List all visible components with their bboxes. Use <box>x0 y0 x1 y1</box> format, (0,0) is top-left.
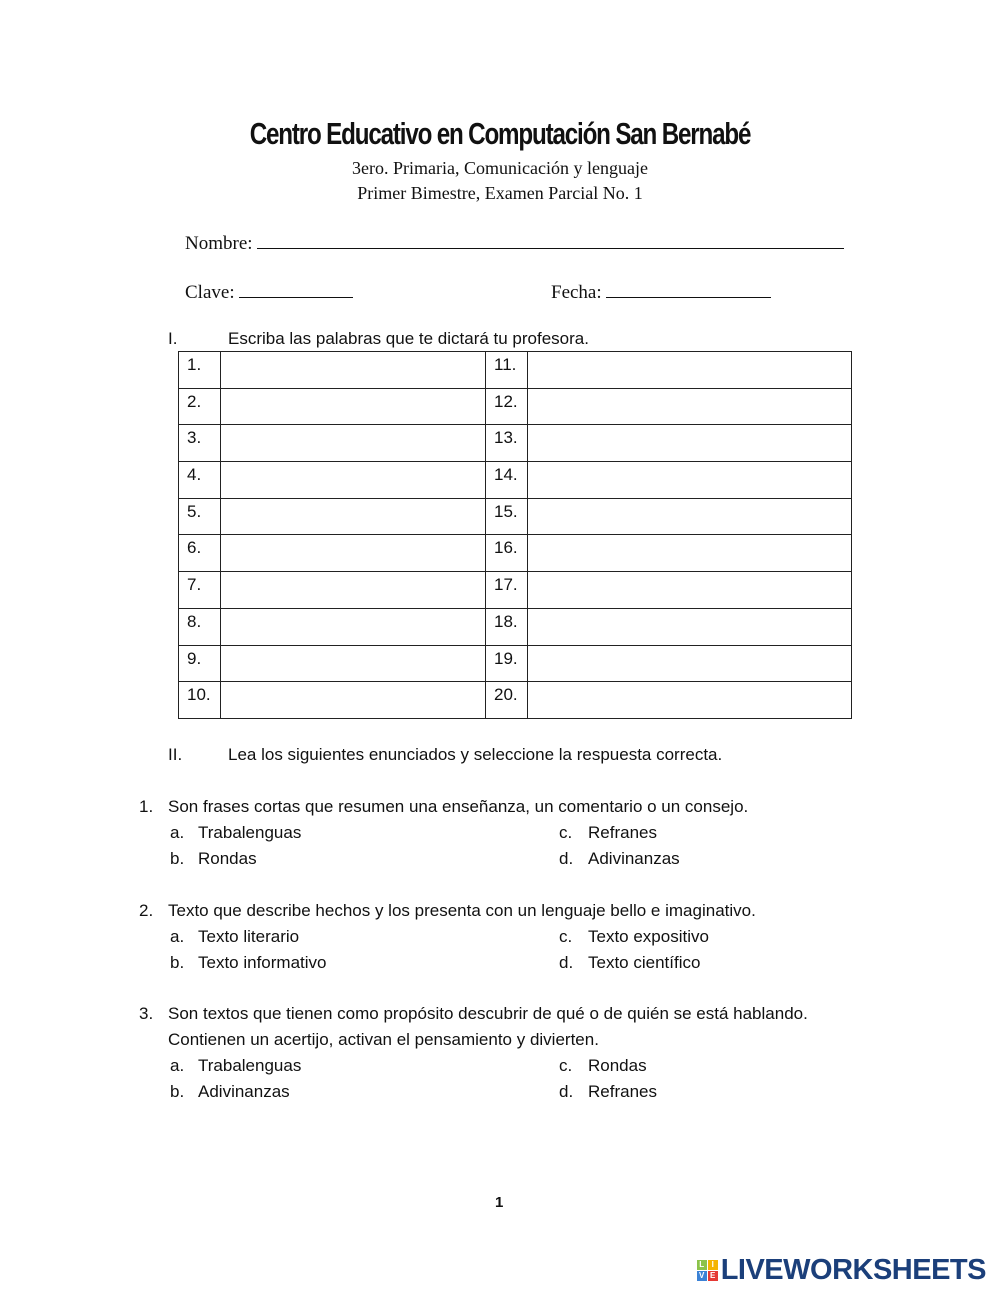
row-number: 12. <box>486 388 528 425</box>
option-text[interactable]: Trabalenguas <box>198 1056 302 1075</box>
option-letter[interactable]: c. <box>559 823 573 842</box>
answer-cell[interactable] <box>528 535 852 572</box>
answer-cell[interactable] <box>221 572 486 609</box>
answer-cell[interactable] <box>221 352 486 389</box>
dictation-table <box>178 351 852 719</box>
row-number: 13. <box>486 425 528 462</box>
row-number: 8. <box>179 608 221 645</box>
option-letter[interactable]: b. <box>170 1082 185 1101</box>
fecha-label: Fecha: <box>551 282 602 303</box>
table-row <box>179 498 852 535</box>
answer-cell[interactable] <box>221 388 486 425</box>
logo-tiles-icon <box>697 1260 718 1281</box>
table-row <box>179 682 852 719</box>
answer-cell[interactable] <box>528 462 852 499</box>
nombre-field[interactable] <box>185 230 844 255</box>
answer-cell[interactable] <box>528 498 852 535</box>
answer-cell[interactable] <box>528 645 852 682</box>
table-row <box>179 352 852 389</box>
liveworksheets-logo <box>697 1254 986 1287</box>
answer-cell[interactable] <box>221 425 486 462</box>
school-title: Centro Educativo en Computación San Bernabé <box>249 116 751 151</box>
section1-numeral: I. <box>168 329 178 348</box>
logo-tile: E <box>708 1271 718 1281</box>
row-number: 17. <box>486 572 528 609</box>
subtitle-grade: 3ero. Primaria, Comunicación y lenguaje <box>352 158 648 178</box>
table-row <box>179 535 852 572</box>
option-letter[interactable]: d. <box>559 1082 574 1101</box>
question-text: Texto que describe hechos y los presenta con un lenguaje bello e imaginativo. <box>168 901 756 920</box>
option-text[interactable]: Texto literario <box>198 927 300 946</box>
row-number: 5. <box>179 498 221 535</box>
row-number: 16. <box>486 535 528 572</box>
option-letter[interactable]: d. <box>559 849 574 868</box>
clave-label: Clave: <box>185 282 235 303</box>
clave-line[interactable] <box>239 279 353 298</box>
logo-text: LIVEWORKSHEETS <box>720 1254 986 1286</box>
option-letter[interactable]: a. <box>170 823 185 842</box>
page-number: 1 <box>495 1194 504 1211</box>
option-text[interactable]: Refranes <box>588 1082 657 1101</box>
answer-cell[interactable] <box>221 682 486 719</box>
row-number: 11. <box>486 352 528 389</box>
question-text: Contienen un acertijo, activan el pensamiento y divierten. <box>168 1030 599 1049</box>
table-row <box>179 388 852 425</box>
row-number: 1. <box>179 352 221 389</box>
option-text[interactable]: Adivinanzas <box>588 849 680 868</box>
option-text[interactable]: Texto expositivo <box>588 927 709 946</box>
option-text[interactable]: Rondas <box>588 1056 647 1075</box>
table-row <box>179 462 852 499</box>
option-text[interactable]: Texto científico <box>588 953 701 972</box>
option-letter[interactable]: c. <box>559 1056 573 1075</box>
fecha-field[interactable] <box>551 279 771 304</box>
row-number: 3. <box>179 425 221 462</box>
option-text[interactable]: Refranes <box>588 823 657 842</box>
section2-numeral: II. <box>168 745 183 764</box>
row-number: 9. <box>179 645 221 682</box>
row-number: 19. <box>486 645 528 682</box>
row-number: 14. <box>486 462 528 499</box>
answer-cell[interactable] <box>528 388 852 425</box>
row-number: 2. <box>179 388 221 425</box>
logo-tile: V <box>697 1271 707 1281</box>
option-letter[interactable]: b. <box>170 849 185 868</box>
option-text[interactable]: Trabalenguas <box>198 823 302 842</box>
nombre-label: Nombre: <box>185 233 253 254</box>
nombre-line[interactable] <box>257 230 844 249</box>
fecha-line[interactable] <box>606 279 771 298</box>
logo-tile: I <box>708 1260 718 1270</box>
answer-cell[interactable] <box>221 608 486 645</box>
table-row <box>179 645 852 682</box>
clave-field[interactable] <box>185 279 353 304</box>
answer-cell[interactable] <box>528 682 852 719</box>
section2-instruction: Lea los siguientes enunciados y seleccione la respuesta correcta. <box>228 745 723 764</box>
option-letter[interactable]: d. <box>559 953 574 972</box>
option-letter[interactable]: a. <box>170 1056 185 1075</box>
row-number: 6. <box>179 535 221 572</box>
row-number: 10. <box>179 682 221 719</box>
question-text: Son textos que tienen como propósito descubrir de qué o de quién se está hablando. <box>168 1004 808 1023</box>
question-number: 1. <box>139 797 154 816</box>
row-number: 18. <box>486 608 528 645</box>
table-row <box>179 608 852 645</box>
answer-cell[interactable] <box>221 462 486 499</box>
table-row <box>179 425 852 462</box>
row-number: 4. <box>179 462 221 499</box>
row-number: 15. <box>486 498 528 535</box>
answer-cell[interactable] <box>221 645 486 682</box>
question-number: 3. <box>139 1004 154 1023</box>
question-number: 2. <box>139 901 154 920</box>
answer-cell[interactable] <box>528 608 852 645</box>
answer-cell[interactable] <box>221 535 486 572</box>
option-letter[interactable]: c. <box>559 927 573 946</box>
row-number: 20. <box>486 682 528 719</box>
logo-tile: L <box>697 1260 707 1270</box>
option-text[interactable]: Adivinanzas <box>198 1082 290 1101</box>
option-text[interactable]: Texto informativo <box>198 953 327 972</box>
subtitle-exam: Primer Bimestre, Examen Parcial No. 1 <box>357 183 643 203</box>
table-row <box>179 572 852 609</box>
option-letter[interactable]: b. <box>170 953 185 972</box>
answer-cell[interactable] <box>528 352 852 389</box>
answer-cell[interactable] <box>528 425 852 462</box>
option-letter[interactable]: a. <box>170 927 185 946</box>
question-text: Son frases cortas que resumen una enseñanza, un comentario o un consejo. <box>168 797 749 816</box>
option-text[interactable]: Rondas <box>198 849 257 868</box>
row-number: 7. <box>179 572 221 609</box>
answer-cell[interactable] <box>221 498 486 535</box>
answer-cell[interactable] <box>528 572 852 609</box>
section1-instruction: Escriba las palabras que te dictará tu profesora. <box>228 329 589 348</box>
